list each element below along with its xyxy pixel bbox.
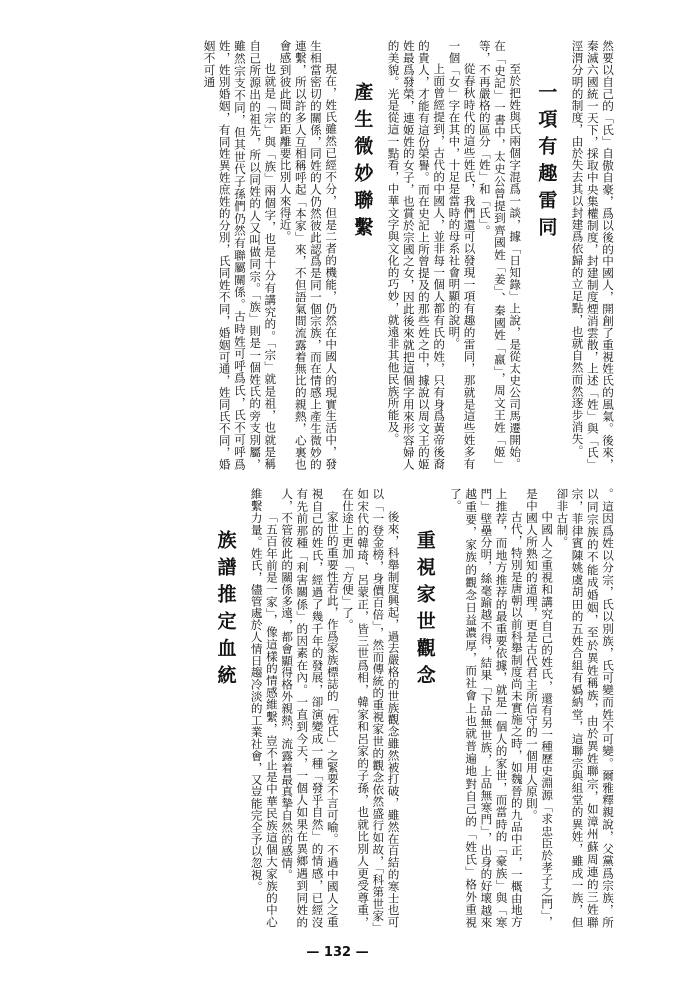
section-heading: 產生微妙聯繫: [351, 82, 374, 244]
top-vertical-text: [95, 40, 615, 470]
page-number: — 132 —: [306, 945, 369, 960]
paragraph: 「五百年前是一家」，像這樣的情感維繫，豈不止是中華民族這個大家族的中心維繫力量。姓氏，儘管處於人情日趨冷淡的工業社會，又豈能完全予以忽視。: [249, 488, 279, 928]
section-heading: 重視家世觀念: [413, 530, 436, 692]
paragraph: 也就是「宗」與「族」兩個字，也是十分有講究的。「宗」就是祖，也就是稱自己所源出的祖先，所以同姓的人又叫做同宗。「族」則是一個姓氏的旁支別屬，雖然宗支不同，但其世代子孫們仍然有聯屬關係。古時姓可呼爲氏，氏不可呼爲姓，姓別婚姻，有同姓異姓庶姓的分別，氏同姓不同，婚姻可通，姓同氏不同，婚姻不可通: [202, 40, 278, 470]
section-heading: 族譜推定血統: [214, 530, 237, 692]
paragraph: 。這因爲姓以分宗，氏以別族，氏可變而姓不可變。爾雅釋親說，父黨爲宗族，所以同宗族的不能成婚姻，至於異姓稱族，由於異姓聯宗，如漳州蘇周連的三姓聯宗，菲律賓陳姚虞胡田的五姓合組有嬀納堂，這聯宗與組堂的異姓，雖成一族，但卻非古制。: [555, 488, 615, 928]
paragraph: 現在，姓氏雖然已經不分，但是二者的機能，仍然在中國人的現實生活中，發生相當密切的關係，同姓的人仍然彼此認爲是同一個宗族，而在情感上產生微妙的連繫，所以許多人互相稱呼起「本家」來，不但語氣間流露着無比的親熱，心裏也會感到彼此間的距離要比別人來得近。: [278, 40, 339, 470]
paragraph: 古代，特別是唐朝以前科舉制度尚未實施之時，如魏晉的九品中正，一概由地方上推荐，而地方推荐的最重要依據，就是一個人的家世，而當時的「豪族」與「寒門」壁壘分明，絲毫踰越不得，結果「下品無世族，上品無寒門」，出身的好壞越來越重要，家族的觀念日益濃厚，而社會上也就普遍地對自己的「姓氏」格外重視了。: [448, 488, 524, 928]
top-text-region: [95, 40, 615, 470]
section-heading: 一項有趣雷同: [535, 82, 558, 244]
paragraph: 從春秋時代的這些姓氏，我們還可以發現一項有趣的雷同，那就是這些姓多有一個「女」字在其中，十足是當時的母系社會明顯的說明。: [447, 40, 477, 470]
bottom-text-region: [95, 488, 615, 928]
paragraph: 然要以自己的「氏」自傲自豪，爲以後的中國人，開創了重視姓氏的風氣。後來，秦滅六國統一天下，採取中央集權制度，封建制度煙消雲散，上述「姓」與「氏」涇渭分明的制度，由於失去其以封建爲依歸的立足點，也就自然而然逐步消失。: [570, 40, 615, 470]
paragraph: 家世的重要性若此，作爲家族標誌的「姓氏」之緊要不言可喻。不過中國人之重視自己的姓氏，經過了幾千年的發展，卻演變成一種「發乎自然」的情感，已經沒有先前那種「利害關係」的因素在內。一直到今天，一個人如果在異鄉遇到同姓的人，不管彼此的關係多遠，都會顯得格外親熱，流露着最真摯自然的感情。: [280, 488, 340, 928]
paragraph: 至於把姓與氏兩個字混爲一談，據「日知錄」上說，是從太史公司馬遷開始。在「史記」一書中，太史公曾提到齊國姓「姜」、秦國姓「嬴」，周文王姓「姬」等，不再嚴格的區分「姓」和「氏」。: [477, 40, 523, 470]
paragraph: 中國人之重視和講究自己的姓氏，還有另一種歷史淵源「求忠臣於孝子之門」，是中國人所熟知的道理，更是古代君主所信守的一個用人原則。: [524, 488, 555, 928]
paragraph: 上面曾經提到，古代的中國人，並非每一個人都有氏的姓，只有身爲黃帝後裔的貴人，才能有這份榮譽。而在史記上所曾提及的那些姓之中，據說以周文王的姬姓最爲發榮，連姬姓的女子，也賞於宗國之女，因此後來就把這個字用來形容婦人的美貌。光是從這一點看，中華文字與文化的巧妙，就遠非其他民族所能及。: [386, 40, 447, 470]
bottom-vertical-text: [95, 488, 615, 928]
paragraph: 後來，科舉制度興起，過去嚴格的世族觀念雖然被打破，雖然在百結的寒士也可以「一登金榜，身價百倍」，然而傳統的重視家世的觀念依然盛行如故，「科第世家」如宋代的韓琦、呂蒙正，皆三世爲相，韓家和呂家的子孫，也就比別人更受尊重，在仕途上更加「方便」了。: [340, 488, 401, 928]
